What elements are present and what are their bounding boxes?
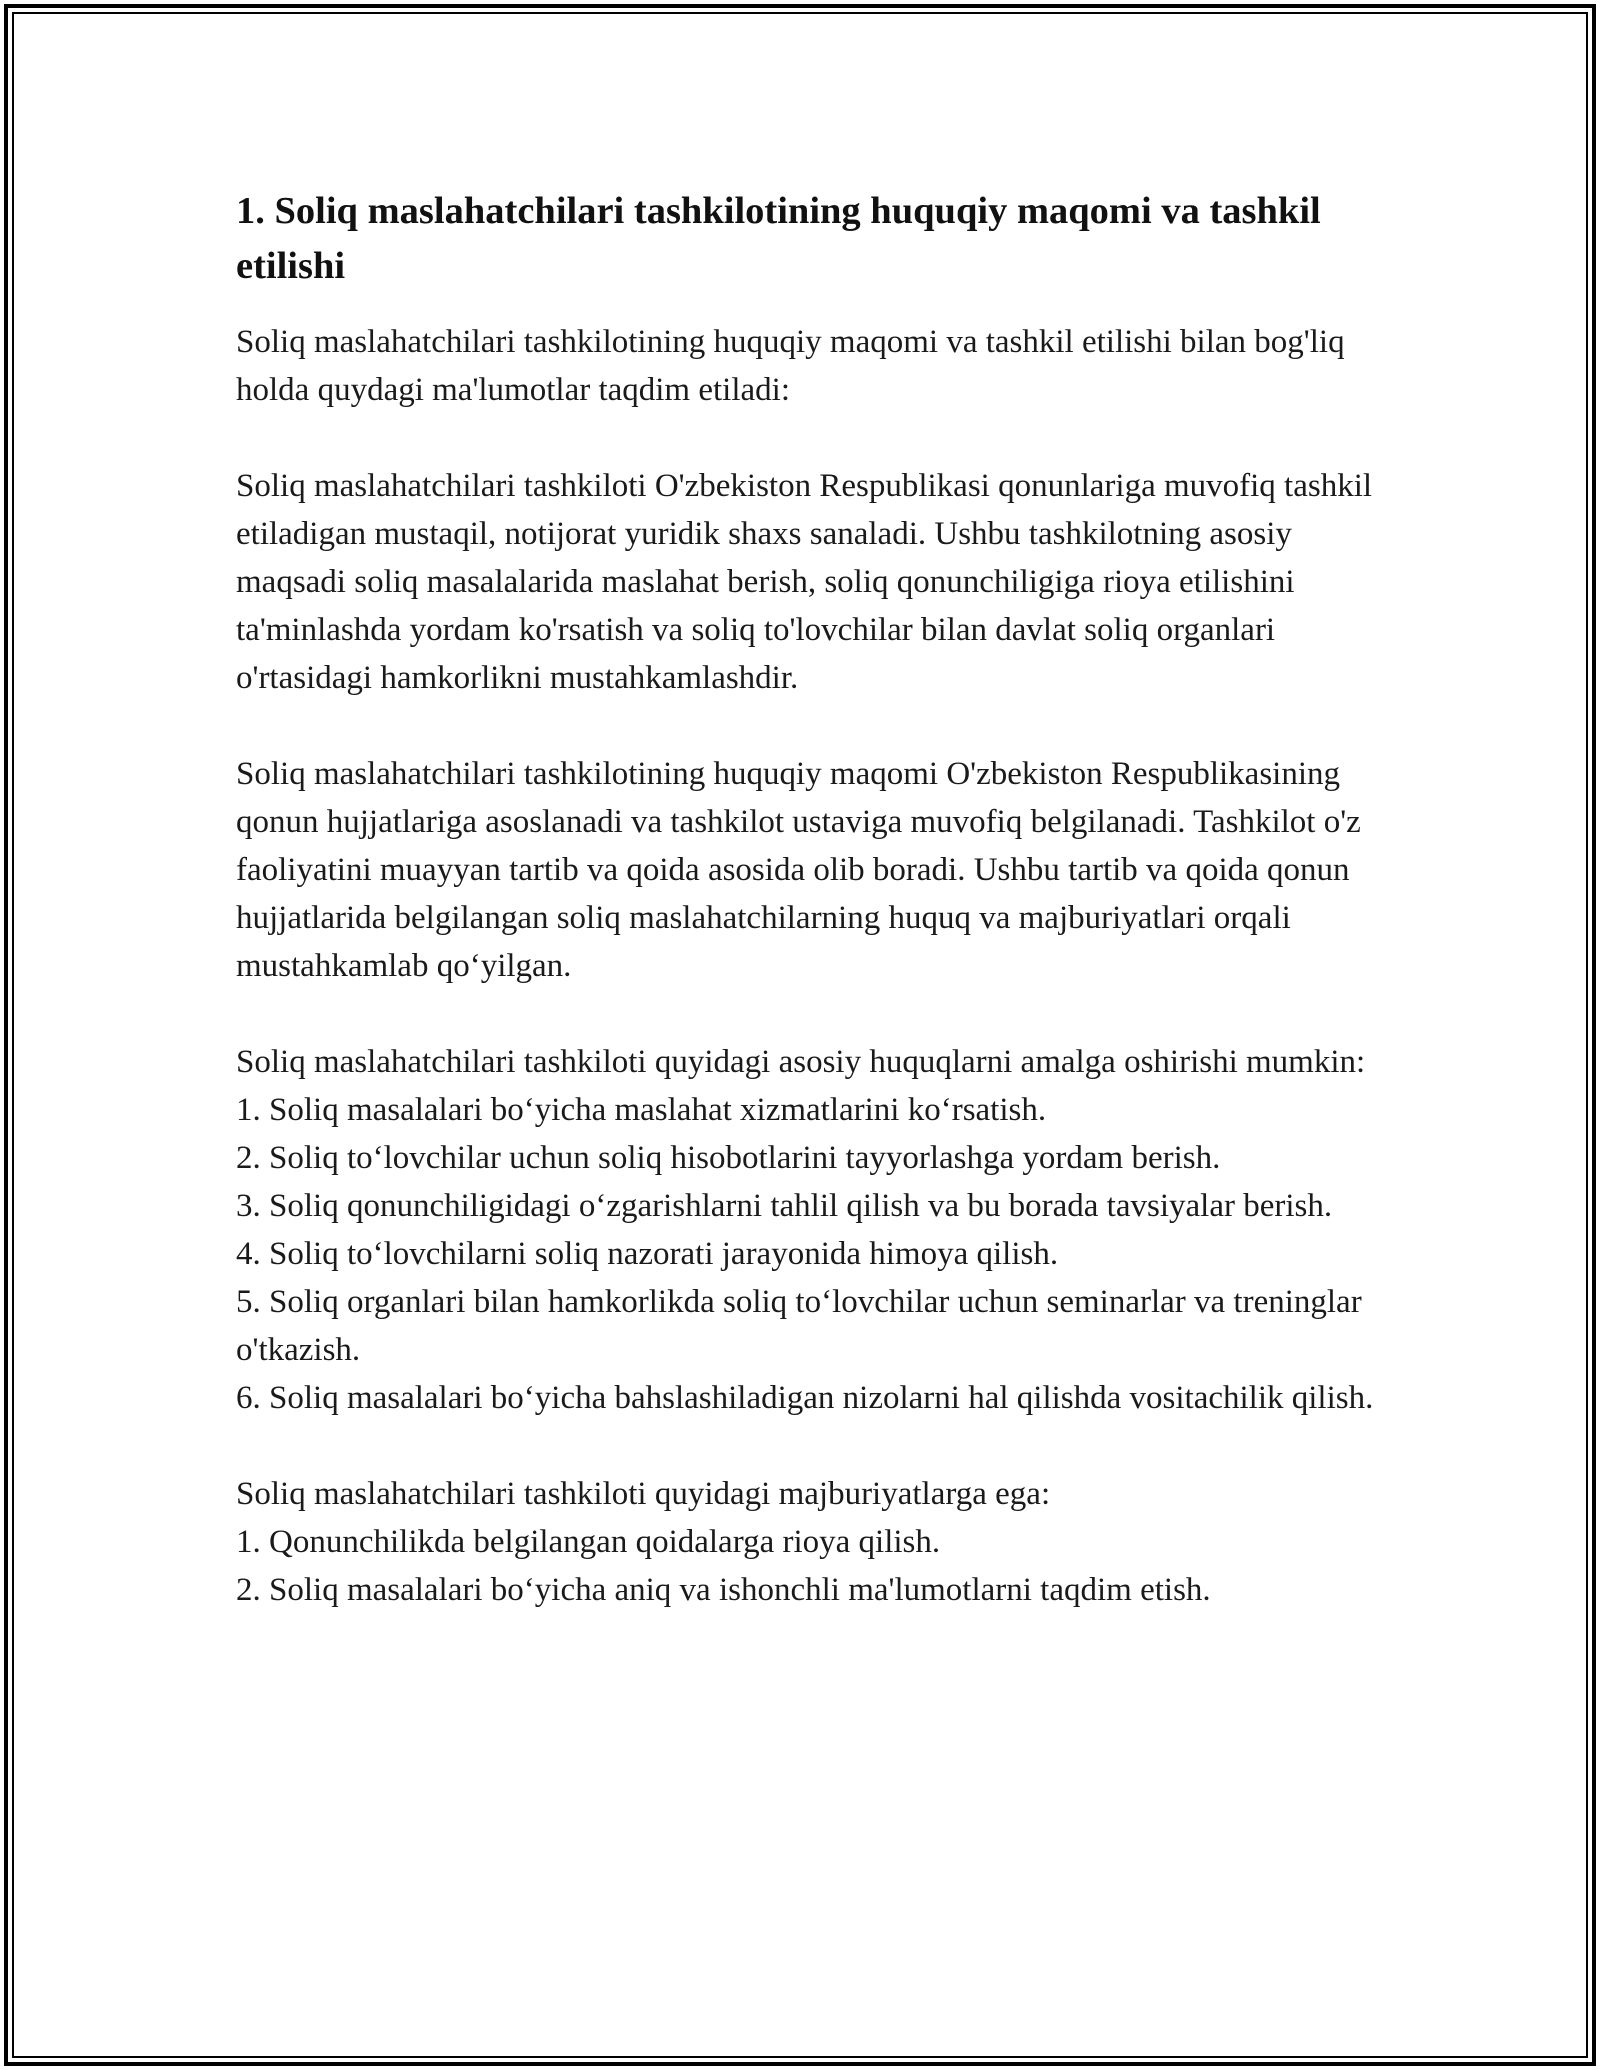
list-item: 3. Soliq qonunchiligidagi o‘zgarishlarni tahlil qilish va bu borada tavsiyalar berish. (236, 1188, 1333, 1224)
paragraph-legal-status: Soliq maslahatchilari tashkilotining huquqiy maqomi O'zbekiston Respublikasining qonun hujjatlariga asoslanadi va tashkilot ustaviga muvofiq belgilanadi. Tashkilot o'z faoliyatini muayyan tartib va qoida asosida olib boradi. Ushbu tartib va qoida qonun hujjatlarida belgilangan soliq maslahatchilarning huquq va majburiyatlari orqali mustahkamlab qo‘yilgan. (236, 756, 1361, 984)
rights-heading: Soliq maslahatchilari tashkiloti quyidagi asosiy huquqlarni amalga oshirishi mumkin: (236, 1044, 1366, 1080)
list-item: 1. Soliq masalalari bo‘yicha maslahat xizmatlarini ko‘rsatish. (236, 1092, 1047, 1128)
rights-section (236, 1038, 1376, 1422)
list-item: 2. Soliq to‘lovchilar uchun soliq hisobotlarini tayyorlashga yordam berish. (236, 1140, 1221, 1176)
list-item: 6. Soliq masalalari bo‘yicha bahslashiladigan nizolarni hal qilishda vositachilik qilish. (236, 1380, 1374, 1416)
duties-list (236, 1518, 1376, 1614)
list-item: 5. Soliq organlari bilan hamkorlikda soliq to‘lovchilar uchun seminarlar va treninglar o'tkazish. (236, 1284, 1362, 1368)
duties-section (236, 1470, 1376, 1614)
rights-list (236, 1086, 1376, 1422)
list-item: 4. Soliq to‘lovchilarni soliq nazorati jarayonida himoya qilish. (236, 1236, 1059, 1272)
intro-paragraph: Soliq maslahatchilari tashkilotining huquqiy maqomi va tashkil etilishi bilan bog'liq holda quydagi ma'lumotlar taqdim etiladi: (236, 324, 1345, 408)
list-item: 1. Qonunchilikda belgilangan qoidalarga rioya qilish. (236, 1524, 941, 1560)
paragraph-legal-entity: Soliq maslahatchilari tashkiloti O'zbekiston Respublikasi qonunlariga muvofiq tashkil etiladigan mustaqil, notijorat yuridik shaxs sanaladi. Ushbu tashkilotning asosiy maqsadi soliq masalalarida maslahat berish, soliq qonunchiligiga rioya etilishini ta'minlashda yordam ko'rsatish va soliq to'lovchilar bilan davlat soliq organlari o'rtasidagi hamkorlikni mustahkamlashdir. (236, 468, 1373, 696)
section-title: 1. Soliq maslahatchilari tashkilotining huquqiy maqomi va tashkil etilishi (236, 190, 1321, 287)
list-item: 2. Soliq masalalari bo‘yicha aniq va ishonchli ma'lumotlarni taqdim etish. (236, 1572, 1211, 1608)
duties-heading: Soliq maslahatchilari tashkiloti quyidagi majburiyatlarga ega: (236, 1476, 1051, 1512)
document-page (236, 184, 1376, 1662)
